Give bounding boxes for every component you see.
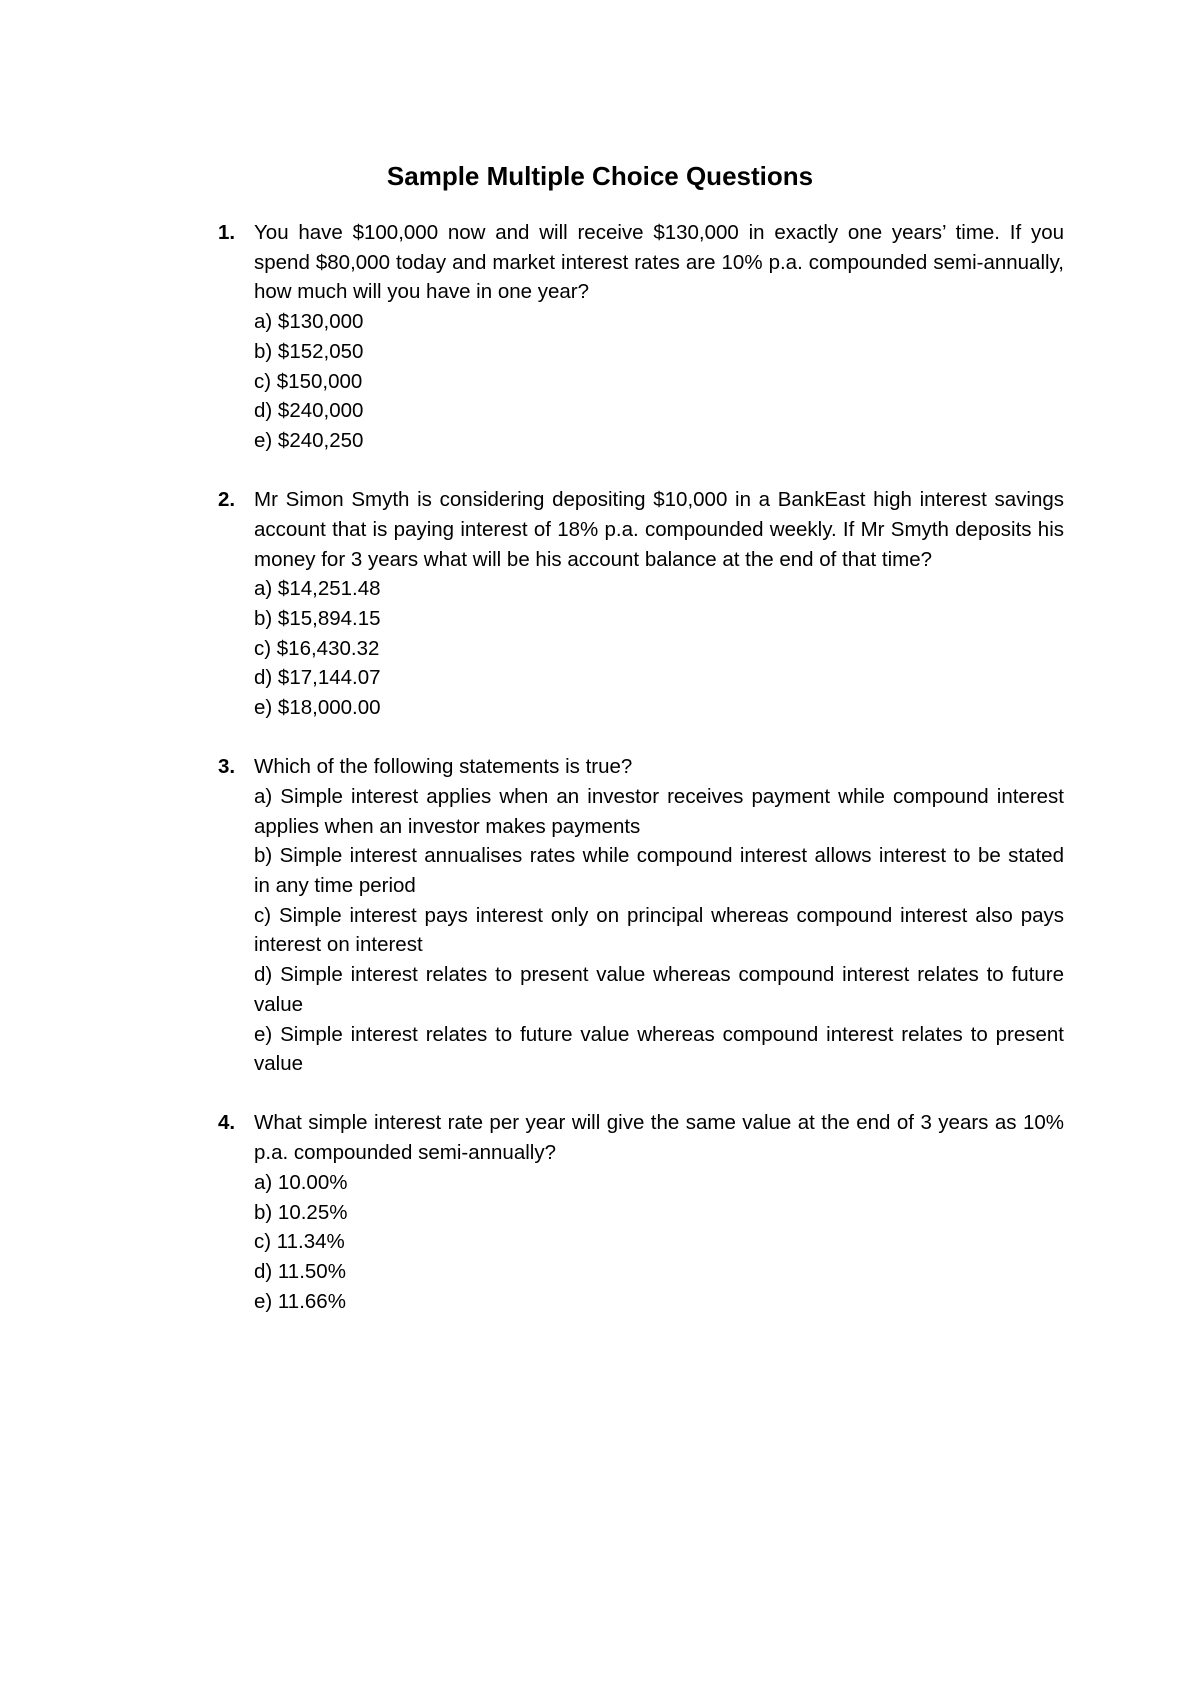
question-4 xyxy=(218,1108,1064,1316)
option-a: a) 10.00% xyxy=(254,1170,348,1194)
option-e: e) 11.66% xyxy=(254,1289,346,1313)
question-number: 3. xyxy=(218,755,236,779)
option-a: a) Simple interest applies when an investor receives payment while compound interest applies when an investor makes payments xyxy=(254,784,1064,838)
option-e: e) $240,250 xyxy=(254,428,364,452)
option-a: a) $14,251.48 xyxy=(254,577,381,601)
question-number: 2. xyxy=(218,488,236,512)
option-e: e) Simple interest relates to future value whereas compound interest relates to present value xyxy=(254,1022,1064,1076)
question-1 xyxy=(218,218,1064,456)
option-c: c) $150,000 xyxy=(254,369,363,393)
question-2 xyxy=(218,485,1064,723)
option-c: c) Simple interest pays interest only on principal whereas compound interest also pays interest on interest xyxy=(254,903,1064,957)
answer-options xyxy=(254,307,1064,456)
option-c: c) 11.34% xyxy=(254,1230,345,1254)
answer-options xyxy=(254,574,1064,723)
option-d: d) $17,144.07 xyxy=(254,666,381,690)
option-b: b) $15,894.15 xyxy=(254,606,381,630)
question-text: Mr Simon Smyth is considering depositing $10,000 in a BankEast high interest savings account that is paying interest of 18% p.a. compounded weekly. If Mr Smyth deposits his money for 3 years what will be his account balance at the end of that time? xyxy=(254,488,1064,571)
option-b: b) 10.25% xyxy=(254,1200,348,1224)
answer-options xyxy=(254,782,1064,1079)
question-text: Which of the following statements is true? xyxy=(254,755,633,779)
option-b: b) $152,050 xyxy=(254,339,364,363)
question-number: 1. xyxy=(218,221,236,244)
option-d: d) 11.50% xyxy=(254,1260,346,1283)
question-number: 4. xyxy=(218,1111,236,1135)
answer-options xyxy=(254,1168,1064,1317)
option-c: c) $16,430.32 xyxy=(254,636,380,660)
option-e: e) $18,000.00 xyxy=(254,696,381,720)
option-d: d) $240,000 xyxy=(254,399,364,423)
question-text: What simple interest rate per year will give the same value at the end of 3 years as 10% p.a. compounded semi-annually? xyxy=(254,1111,1064,1165)
option-d: d) Simple interest relates to present value whereas compound interest relates to future value xyxy=(254,963,1064,1016)
question-3 xyxy=(218,752,1064,1079)
option-a: a) $130,000 xyxy=(254,310,364,334)
option-b: b) Simple interest annualises rates while compound interest allows interest to be stated in any time period xyxy=(254,844,1064,898)
page-title: Sample Multiple Choice Questions xyxy=(386,161,814,191)
question-text: You have $100,000 now and will receive $130,000 in exactly one years’ time. If you spend $80,000 today and market interest rates are 10% p.a. compounded semi-annually, how much will you have in one year? xyxy=(254,221,1064,304)
question-list xyxy=(218,218,1064,1346)
